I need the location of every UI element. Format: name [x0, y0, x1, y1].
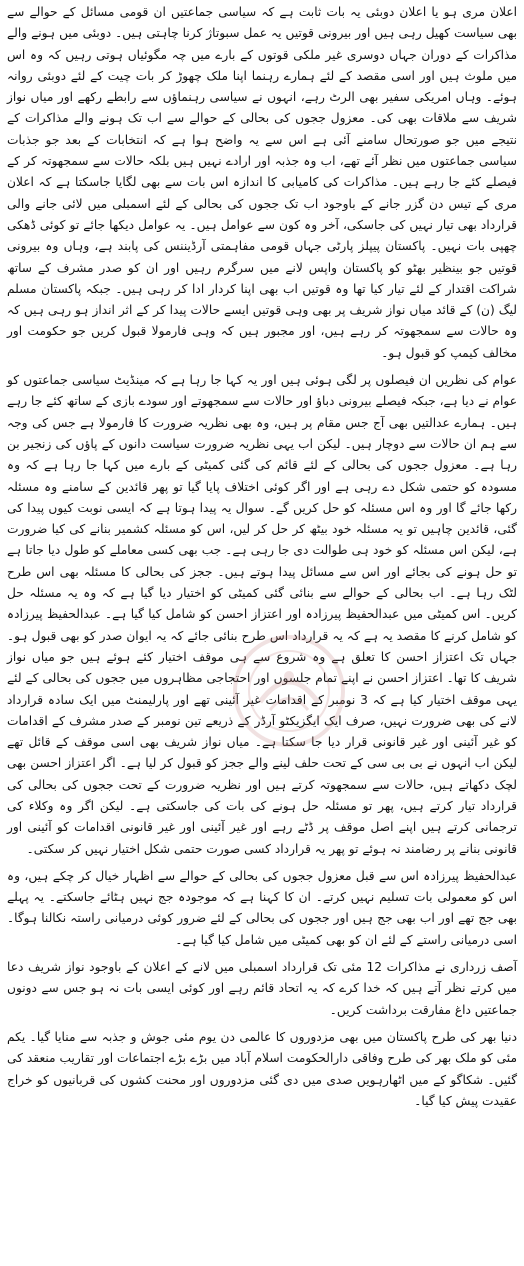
paragraph: عوام کی نظریں ان فیصلوں پر لگی ہوئی ہیں اور یہ کہا جا رہا ہے کہ مینڈیٹ سیاسی جماعتوں کو عوام نے دیا ہے، جبکہ فیصلے بیرونی دباؤ اور حالات سے سمجھوتے اور سودے بازی کے ساتھ کئے جا رہے ہیں۔ ہمارے عدالتیں بھی آج جس مقام پر ہیں، وہ بھی نظریہ ضرورت کا فارمولا ہے جس کی وجہ سے ہم ان حالات سے دوچار ہیں۔ لیکن اب یہی نظریہ ضرورت سیاست دانوں کے پاؤں کی زنجیر بن رہا ہے۔ معزول ججوں کی بحالی کے لئے قائم کی گئی کمیٹی کے بارے میں کہا جا رہا ہے کہ وہ مسودہ کو حتمی شکل دے رہی ہے اور اگر کوئی اختلاف پایا گیا تو پھر قائدین کے سامنے وہ مسئلہ رکھا جائے گا اور وہ اس مسئلہ کو حل کریں گے۔ سوال یہ پیدا ہوتا ہے کہ ایسی نوبت کیوں پیدا کی گئی، قائدین چاہیں تو یہ مسئلہ خود بیٹھ کر حل کر لیں، اس کو مسئلہ کشمیر بنانے کی کیا ضرورت ہے، لیکن اس مسئلہ کو خود ہی طوالت دی جا رہی ہے۔ جب بھی کسی معاملے کو طول دیا جاتا ہے تو حل ہونے کی بجائے اور اس سے مسائل پیدا ہوتے ہیں۔ ججز کی بحالی کا مسئلہ بھی اس طرح لٹک رہا ہے۔ اب بحالی کے حوالے سے بنائی گئی کمیٹی کو اختیار دیا گیا ہے کہ وہ یہ مسئلہ حل کریں۔ اس کمیٹی میں عبدالحفیظ پیرزادہ اور اعتزاز احسن کو شامل کیا گیا ہے۔ عبدالحفیظ پیرزادہ کو شامل کرنے کا مقصد یہ ہے کہ یہ قرارداد اس طرح بنائی جائے کہ یہ ایوان صدر کو بھی قبول ہو۔ جہاں تک اعتزاز احسن کا تعلق ہے وہ شروع سے ہی موقف اختیار کئے ہوئے ہیں جو میاں نواز شریف کا تھا۔ اعتزاز احسن نے اپنے تمام جلسوں اور احتجاجی مظاہروں میں ججوں کی بحالی کے لئے یہی موقف اختیار کیا ہے کہ 3 نومبر کے اقدامات غیر آئینی تھے اور پارلیمنٹ میں ایک سادہ قرارداد لانے کی بھی ضرورت نہیں، صرف ایک ایگزیکٹو آرڈر کے ذریعے تین نومبر کے صدر مشرف کے اقدامات کو غیر آئینی اور غیر قانونی قرار دیا جا سکتا ہے۔ میاں نواز شریف بھی اسی موقف کے قائل تھے لیکن اب انہوں نے بی بی سی کے تحت حلف لینے والے ججز کو قبول کر لیا ہے۔ اگر اعتزاز احسن بھی لچک دکھاتے ہیں، حالات سے سمجھوتہ کرتے ہیں اور نظریہ ضرورت کے تحت ججوں کی بحالی کی قرارداد تیار کرتے ہیں، پھر تو مسئلہ حل ہونے کی بات کی جاسکتی ہے۔ لیکن اگر وہ وکلاء کی ترجمانی کرتے ہیں اپنے اصل موقف پر ڈٹے رہے اور غیر آئینی اور غیر قانونی اقدامات کو آئینی اور قانونی بنانے پر رضامند نہ ہوئے تو پھر یہ قرارداد کسی صورت حتمی شکل اختیار نہیں کر سکتی۔ [7, 373, 517, 856]
paragraph: عبدالحفیظ پیرزادہ اس سے قبل معزول ججوں کی بحالی کے حوالے سے اظہار خیال کر چکے ہیں، وہ اس کو معمولی بات تسلیم نہیں کرتے۔ ان کا کہنا ہے کہ موجودہ جج نہیں ہٹائے جاسکتے۔ یہ پہلے بھی جج تھے اور اب بھی جج ہیں اور ججوں کی بحالی کے لئے ضرور کوئی درمیانی راستہ نکالنا ہوگا۔ اسی درمیانی راستے کے لئے ان کو بھی کمیٹی میں شامل کیا گیا ہے۔ [7, 868, 517, 947]
paragraph: دنیا بھر کی طرح پاکستان میں بھی مزدوروں کا عالمی دن یوم مئی جوش و جذبہ سے منایا گیا۔ یکم مئی کو ملک بھر کی طرح وفاقی دارالحکومت اسلام آباد میں بڑے بڑے اجتماعات اور تقاریب منعقد کی گئیں۔ شکاگو کے میں اٹھارہویں صدی میں دی گئی مزدوروں اور محنت کشوں کی قربانیوں کو خراج عقیدت پیش کیا گیا۔ [7, 1029, 517, 1108]
paragraph: آصف زرداری نے مذاکرات 12 مئی تک قرارداد اسمبلی میں لانے کے اعلان کے باوجود نواز شریف دعا میں کرتے نظر آتے ہیں کہ خدا کرے کہ یہ اتحاد قائم رہے اور کوئی ایسی بات نہ ہو جس سے دونوں جماعتیں داغ مفارقت برداشت کریں۔ [7, 960, 517, 1017]
paragraph: اعلان مری ہو یا اعلان دوبئی یہ بات ثابت ہے کہ سیاسی جماعتیں ان قومی مسائل کے حوالے سے بھی سیاست کھیل رہی ہیں اور بیرونی قوتیں یہ عمل سبوتاژ کرنا چاہتی ہیں۔ دوبئی میں ہونے والے مذاکرات کے دوران جہاں دوسری غیر ملکی قوتوں کے بارے میں چہ مگوئیاں ہوتی رہیں کہ وہ اس میں ملوث ہیں اور اسی مقصد کے لئے ہمارے رہنما اپنا ملک چھوڑ کر بات چیت کے لئے دوبئی روانہ ہوئے۔ وہاں امریکی سفیر بھی الرٹ رہے، انہوں نے سیاسی رہنماؤں سے رابطے رکھے اور میاں نواز شریف سے ملاقات بھی کی۔ معزول ججوں کی بحالی کے حوالے سے اب تک ہونے والے مذاکرات کے نتیجے میں جو صورتحال سامنے آئی ہے اس سے یہ واضح ہوا ہے کہ انتخابات کے بعد جو جذبات سیاسی جماعتوں میں نظر آئے تھے، اب وہ جذبہ اور ارادے نہیں ہیں بلکہ حالات سے سمجھوتہ کر کے فیصلے کئے جا رہے ہیں۔ مذاکرات کی کامیابی کا اندازہ اس بات سے بھی لگایا جاسکتا ہے کہ اعلان مری کے تیس دن گزر جانے کے باوجود اب تک ججوں کی بحالی کے لئے اسمبلی میں لائی جانے والی قرارداد بھی تیار نہیں کی جاسکی، آخر وہ کون سے عوامل ہیں۔ یہ عوامل دیکھا جائے تو کوئی ڈھکی چھپی بات نہیں۔ پاکستان پیپلز پارٹی جہاں قومی مفاہمتی آرڈیننس کی پابند ہے، وہاں وہ بیرونی قوتیں جو بینظیر بھٹو کو پاکستان واپس لانے میں سرگرم رہیں اور ان کو صدر مشرف کے ساتھ شراکت اقتدار کے لئے تیار کیا تھا وہ قوتیں اب بھی اپنا کردار ادا کر رہی ہیں۔ جبکہ پاکستان مسلم لیگ (ن) کے قائد میاں نواز شریف پر بھی وہی قوتیں ایسے حالات پیدا کر کے اثر انداز ہو رہی ہیں کہ وہ حالات سے سمجھوتہ کر رہے ہیں، اور مجبور ہیں کہ وہی فارمولا قبول کریں جو حکومت اور مخالف کیمپ کو قبول ہو۔ [7, 5, 517, 360]
